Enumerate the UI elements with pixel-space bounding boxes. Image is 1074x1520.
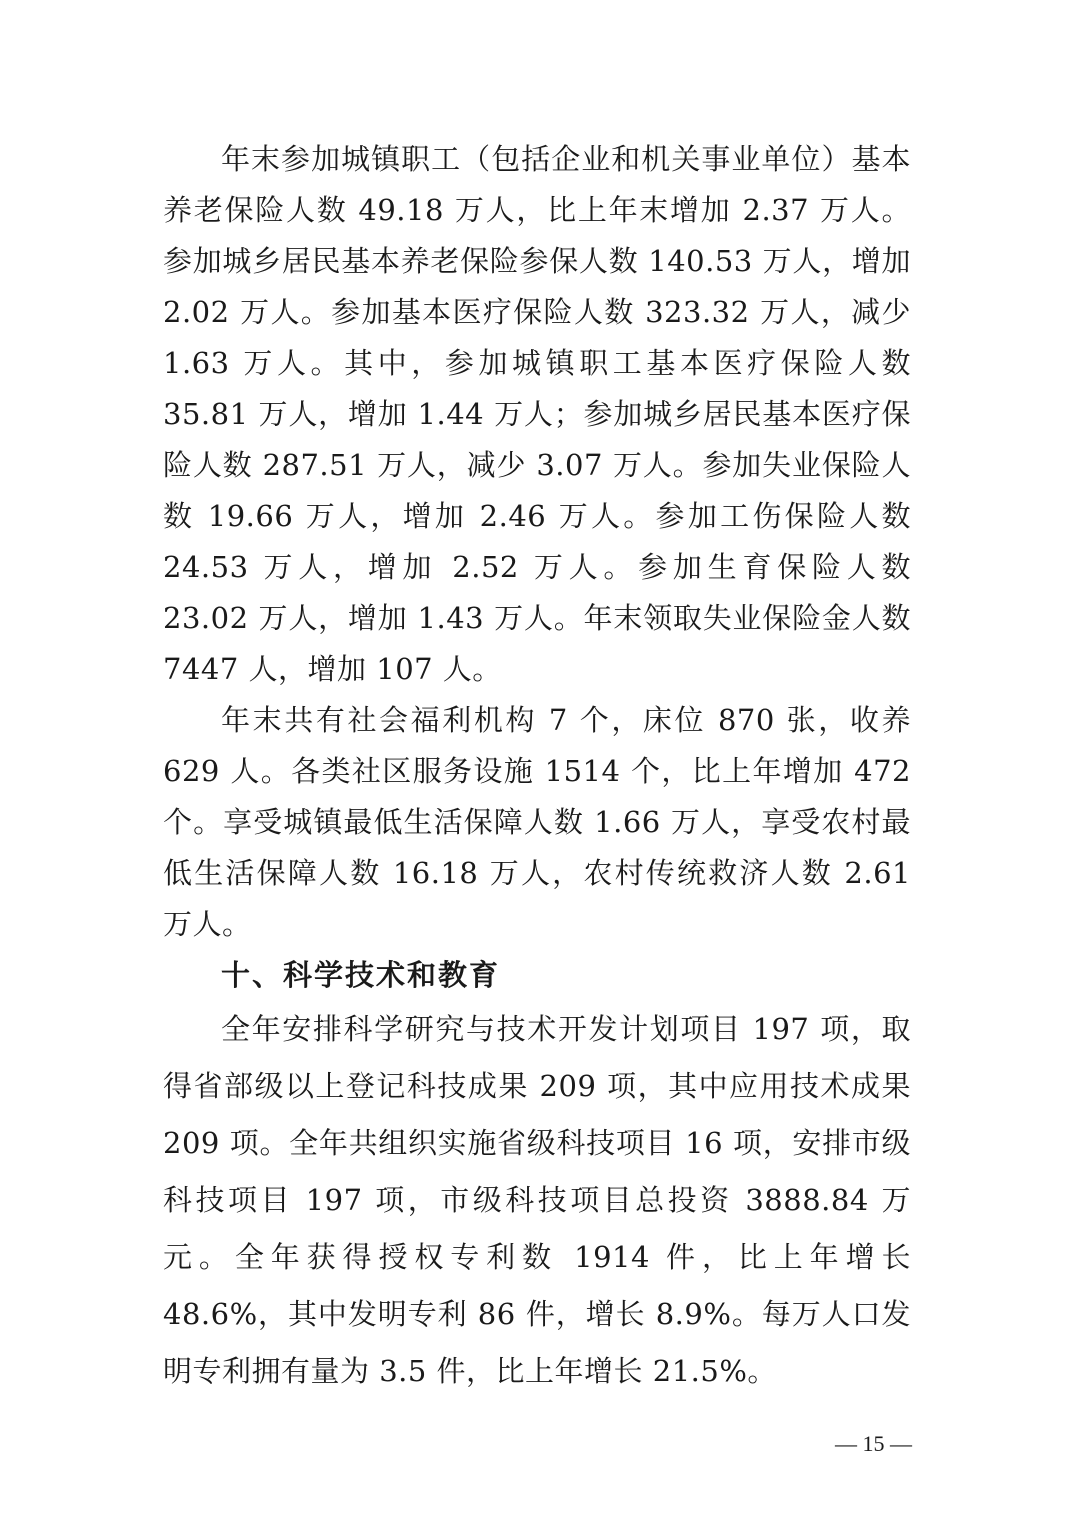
section-heading: 十、科学技术和教育 xyxy=(221,958,501,992)
social-welfare-paragraph: 年末共有社会福利机构 7 个，床位 870 张，收养 629 人。各类社区服务设施 1514 个，比上年增加 472 个。享受城镇最低生活保障人数 1.66 万人，享受农村最低生活保障人数 16.18 万人，农村传统救济人数 2.61 万人。 xyxy=(163,703,911,941)
document-body xyxy=(163,134,911,1400)
social-insurance-paragraph: 年末参加城镇职工（包括企业和机关事业单位）基本养老保险人数 49.18 万人，比上年末增加 2.37 万人。参加城乡居民基本养老保险参保人数 140.53 万人，增加 2.02 万人。参加基本医疗保险人数 323.32 万人，减少 1.63 万人。其中，参加城镇职工基本医疗保险人数 35.81 万人，增加 1.44 万人；参加城乡居民基本医疗保险人数 287.51 万人，减少 3.07 万人。参加失业保险人数 19.66 万人，增加 2.46 万人。参加工伤保险人数 24.53 万人，增加 2.52 万人。参加生育保险人数 23.02 万人，增加 1.43 万人。年末领取失业保险金人数 7447 人，增加 107 人。 xyxy=(163,142,911,686)
science-technology-paragraph: 全年安排科学研究与技术开发计划项目 197 项，取得省部级以上登记科技成果 209 项，其中应用技术成果 209 项。全年共组织实施省级科技项目 16 项，安排市级科技项目 197 项，市级科技项目总投资 3888.84 万元。全年获得授权专利数 1914 件，比上年增长 48.6%，其中发明专利 86 件，增长 8.9%。每万人口发明专利拥有量为 3.5 件，比上年增长 21.5%。 xyxy=(163,1012,911,1388)
page-number: — 15 — xyxy=(835,1431,912,1456)
